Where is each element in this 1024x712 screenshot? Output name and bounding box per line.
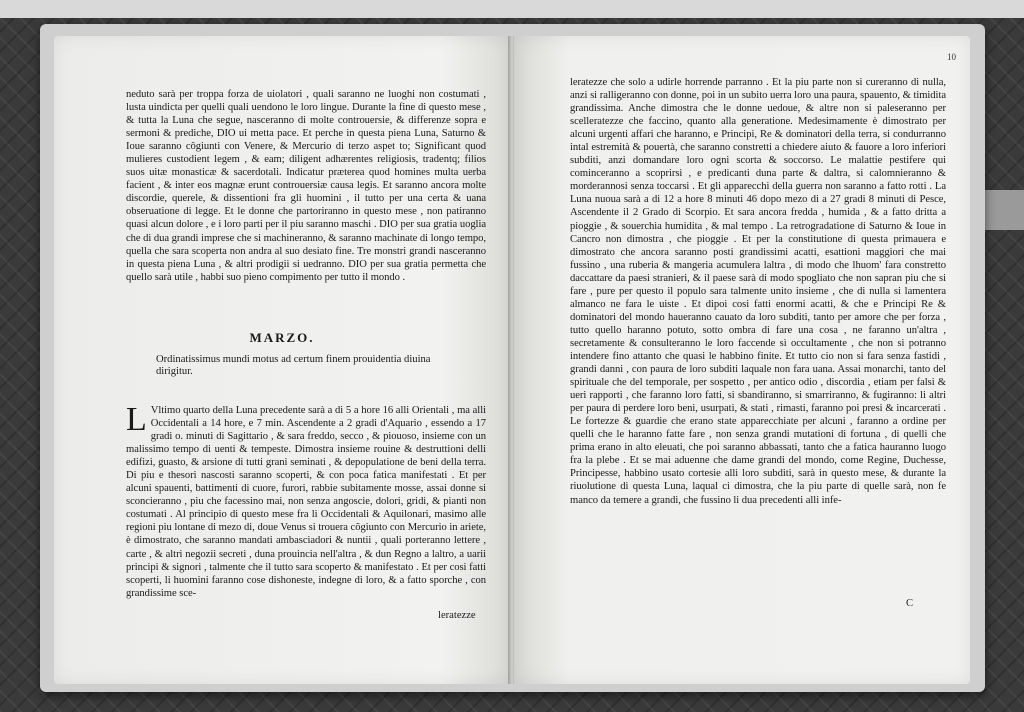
left-page-text-bottom [126,401,486,600]
page-number: 10 [947,52,956,62]
background-strip-top [0,0,1024,18]
right-page [514,36,970,684]
latin-motto: Ordinatissimus mundi motus ad certum finem prouidentia diuina dirigitur. [156,354,431,377]
right-page-text [570,76,946,507]
left-paragraph-1: neduto sarà per troppa forza de uiolatori , quali saranno ne luoghi non costumati , lusta uindicta per quelli quali uendono le loro lingue. Durante la fine di questo mese , & tutta la Luna che segue, nasceranno di molte controuersie, & differenze sopra e sermoni & prediche, DIO ui metta pace. Et perche in questa piena Luna, Saturno & Ioue saranno côgiunti con Venere, & Mercurio di terzo aspet to; Significant quod mulieres custodient legem , & eam; diligent adhærentes religiosis, tradentq; filios suos uitæ monasticæ & sacerdotali. Indicatur præterea quod homines multa uerba facient , & inter eos magnæ erunt controuersiæ causa legis. Et saranno ancora molte discordie, querele, & dissentioni fra gli huomini , il tutto per una certa & uana obseruatione di legge. Et le donne che partoriranno in questo mese , non patiranno quasi alcun dolore , e i loro parti per il piu saranno maschi . DIO per sua gratia uoglia che di dua grandi imprese che si machineranno, & saranno machinate di longo tempo, quella che sara scoperta non andra al suo desiato fine. Tre monstri grandi nasceranno in questa piena Luna , & altri prodigii si uedranno. DIO per sua gratia permetta che quello sarà utile , habbi suo pieno compimento per tutto il mondo . [126,89,486,283]
drop-capital: L [126,401,147,438]
catchword: leratezze [438,610,476,621]
open-book [40,24,985,692]
left-page [54,36,510,684]
left-paragraph-2: Vltimo quarto della Luna precedente sarà a di 5 a hore 16 alli Orientali , ma alli Occidentali a 14 hore, e 7 min. Ascendente a 2 gradi d'Aquario , essendo a 17 gradi o. minuti di Sagittario , & sara freddo, secco , & piouoso, insieme con un malissimo tempo di uenti & tempeste. Dimostra insieme rouine & destruttioni delli edifizi, guasto, & arsione di tutti grani seminati , & depopulatione de beni della terra. Di piu e thesori nascosti saranno scoperti, & con poca fatica manifestati . Et per alcuni spauenti, battimenti di cuore, furori, rabbie subitamente mosse, assai donne si sconcieranno , piu che facessino mai, non senza angoscie, dolori, gridi, & pianti non costumati . Al principio di questo mese fra li Occidentali & Aquilonari, masimo alle regioni piu lontane di mezo di, doue Venus si trouera cõgiunto con Mercurio in ariete, è dimostrato, che saranno mandati ambasciadori & nuntii , quali porteranno lettere , carte , & altri negozii secreti , duna prouincia nell'altra , & dun Regno a laltro, a uarii principi & signori , talmente che il tutto sara scoperto & manifestato . Et per cosi fatti scoperti, li huomini faranno cose dishoneste, indegne di loro, & a fatto sporche , con grandissime sce- [126,405,486,599]
month-heading: MARZO. [249,330,315,345]
signature-mark: C [906,598,914,609]
left-page-text-top [126,88,486,284]
right-paragraph: leratezze che solo a udirle horrende parranno . Et la piu parte non si cureranno di nulla, anzi si ralligeranno con donne, poi in un subito uerra loro una paura, spauento, & timidita grandissima. Anche dimostra che le donne uedoue, & altre non si paleseranno per scelleratezze che faccino, quanto alla generatione. Medesimamente è dimostrato per alcuni urgenti affari che haranno, e Principi, Re & dominatori della terra, si condurranno intal estremità & pouertà, che saranno constretti a chiedere aiuto & fauore a loro inferiori subditi, anzi domandare loro ogni scorta & soccorso. Le malattie pestifere qui cominceranno a scoprirsi , e predicanti duna parte & daltra, si calomnieranno & morderannosi senza toccarsi . Et gli apparecchi della guerra non saranno a fatto rotti . La Luna nuoua sarà a di 12 a hore 8 minuti 46 dopo mezo di a 27 gradi 8 minuti di Pesce, Ascendente il 2 Grado di Scorpio. Et sara ancora fredda , humida , & a fatto dritta a pioggie , & souerchia humidita , & mal tempo . La retrogradatione di Saturno & Ioue in Cancro non dimostra , che pioggie . Et per la constitutione di questa primauera e dimostrato che ancora saranno posti grandissimi acatti, esattioni maggiori che mai fussino , una ruberia & mangeria acumulera laltra , di modo che lhuom' fara constretto daccattare da paesi stranieri, & il paese sarà di modo spogliato che non sapran piu che si fare , pure per questo il populo sara talmente unito insieme , che di nulla si lamentera almanco ne fara le uiste . Et dipoi cosi fatti enormi acatti, & che e Principi Re & dominatori del mondo haueranno cauato da loro subditi, tanto per amore che per forza , tutto quello haranno potuto, sotto ombra di fare una cosa , ne faranno un'altra , secretamente & consulteranno le loro faccende sì occultamente , che non si potranno intendere fino attanto che quasi le habbino finite. Et tutto cio non si fara senza fastidi , grandi danni , con paura de loro subditi laquale non fara uana. Assai monarchi, tanto del spirituale che del temporale, per sospetto , per antico odio , discordia , etiam per falsi & ueri rapporti , che faranno loro fatti, si sbandiranno, si smarriranno, & fugiranno: li altri per paura di perdere loro beni, usurpati, & stati , rimasti, faranno poi presi & incarcerati . Le fortezze & guardie che erano state apparecchiate per alcuni , faranno a ordine per quelli che le haranno fatte fare , non senza grandi mutationi di fortuna , di quelli che prima erano in alto eleuati, che poi saranno abbassati, tanto che a fatica hauranno luogo fra la plebe . Et se mai aduenne che dame grandi del mondo, come Regine, Duchesse, Principesse, habbino usato cortesie alli loro subditi, sarà in questo mese, & durante la riuolutione di questa Luna, laqual ci dimostra, che la piu parte di quelle sarà, non fe manco da temere a grandi, che fussino li dua precedenti alli infe- [570,77,946,506]
